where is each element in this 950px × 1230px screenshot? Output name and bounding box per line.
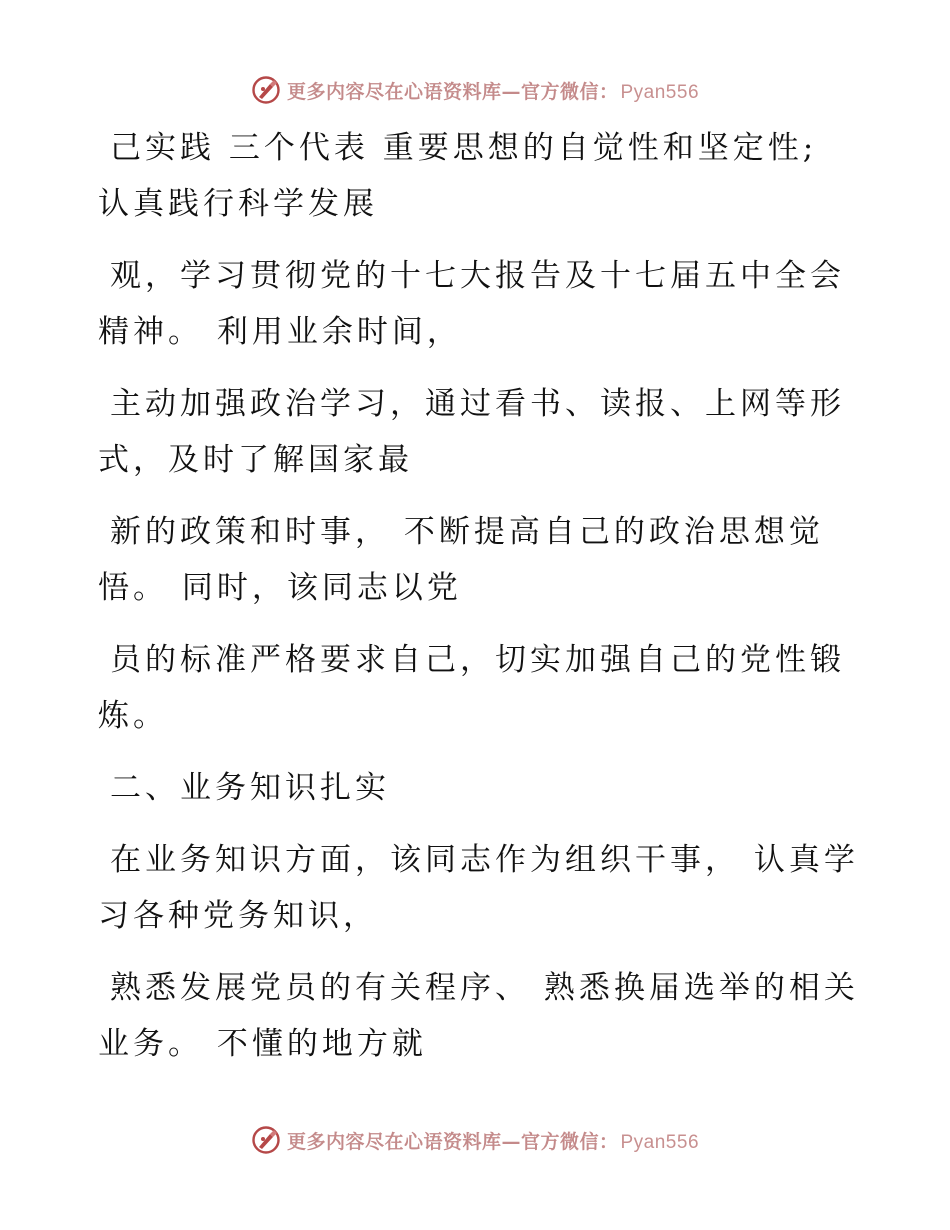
watermark-brand: Pyan556 bbox=[620, 81, 700, 103]
text-line: 熟悉发展党员的有关程序、 熟悉换届选举的相关 bbox=[110, 970, 859, 1006]
text-line: 精神。 利用业余时间， bbox=[98, 314, 462, 350]
text-line: 炼。 bbox=[98, 698, 168, 734]
text-line: 新的政策和时事， 不断提高自己的政治思想觉 bbox=[110, 514, 824, 550]
text-line: 员的标准严格要求自己，切实加强自己的党性锻 bbox=[110, 642, 845, 678]
text-line: 主动加强政治学习，通过看书、读报、上网等形 bbox=[110, 386, 845, 422]
text-line: 在业务知识方面，该同志作为组织干事， 认真学 bbox=[110, 842, 859, 878]
paragraph bbox=[98, 960, 858, 1072]
pen-logo-icon bbox=[251, 1125, 281, 1155]
text-line: 业务。 不懂的地方就 bbox=[98, 1026, 427, 1062]
watermark-text: 更多内容尽在心语资料库—官方微信： Pyan556 bbox=[286, 80, 700, 103]
paragraph bbox=[98, 248, 858, 360]
text-line: 观，学习贯彻党的十七大报告及十七届五中全会 bbox=[110, 258, 845, 294]
document-body bbox=[98, 120, 858, 1072]
text-line: 己实践 三个代表 重要思想的自觉性和坚定性; bbox=[110, 130, 818, 166]
header-watermark bbox=[0, 70, 950, 110]
watermark-brand: Pyan556 bbox=[620, 1131, 700, 1153]
text-line: 式，及时了解国家最 bbox=[98, 442, 413, 478]
text-line: 认真践行科学发展 bbox=[98, 186, 378, 222]
paragraph bbox=[98, 120, 858, 232]
pen-logo-icon bbox=[251, 75, 281, 105]
paragraph bbox=[98, 832, 858, 944]
watermark-text: 更多内容尽在心语资料库—官方微信： Pyan556 bbox=[286, 1130, 700, 1153]
text-line: 习各种党务知识， bbox=[98, 898, 378, 934]
footer-watermark bbox=[0, 1120, 950, 1160]
paragraph bbox=[98, 632, 858, 744]
paragraph bbox=[98, 376, 858, 488]
text-line: 悟。 同时，该同志以党 bbox=[98, 570, 462, 606]
text-line: 二、业务知识扎实 bbox=[110, 770, 390, 806]
section-heading bbox=[98, 760, 858, 816]
paragraph bbox=[98, 504, 858, 616]
